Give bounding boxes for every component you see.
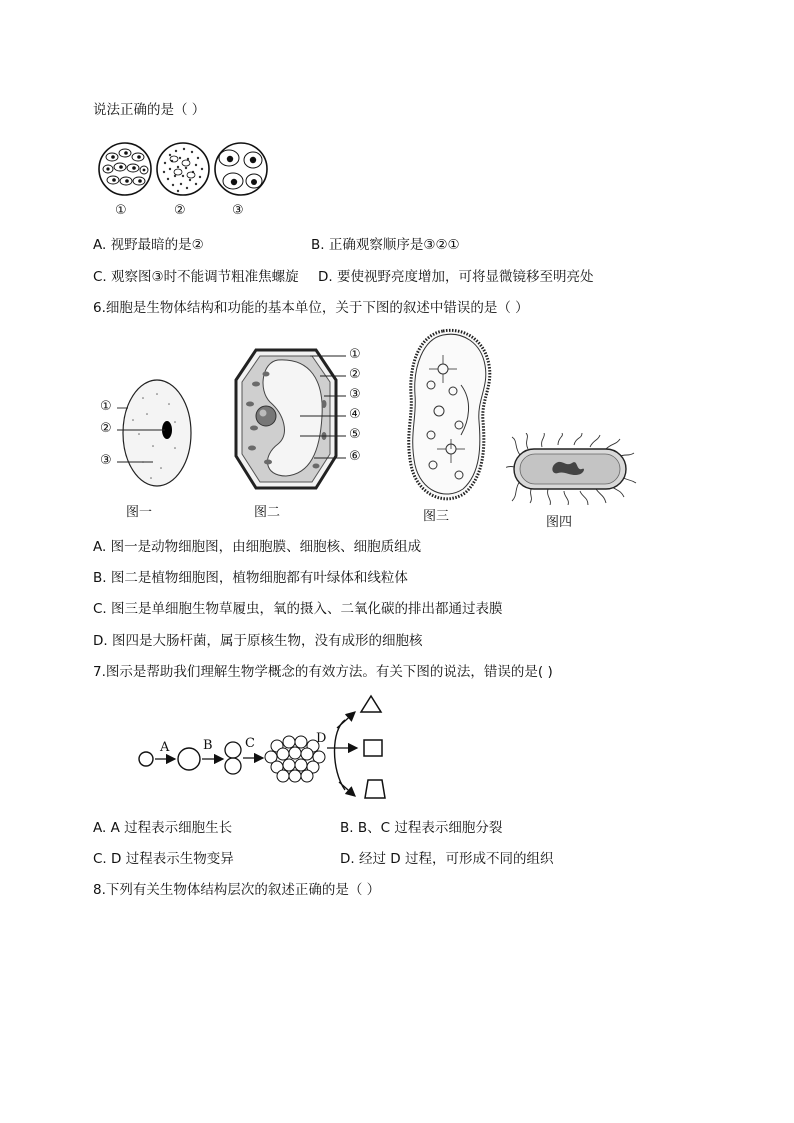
- view-3-icon: [215, 143, 267, 195]
- fig2-marker-3: ③: [349, 387, 361, 402]
- fig1-marker-3: ③: [100, 453, 112, 468]
- question-6-option-b: B. 图二是植物细胞图，植物细胞都有叶绿体和线粒体: [93, 570, 408, 586]
- fig1-marker-1: ①: [100, 399, 112, 414]
- question-5-option-c: C. 观察图③时不能调节粗准焦螺旋: [93, 269, 299, 285]
- question-7-option-a: A. A 过程表示细胞生长: [93, 820, 233, 836]
- question-5-stem: 说法正确的是（ ）: [93, 102, 206, 118]
- fig4-caption: 图四: [546, 515, 573, 530]
- fig2-marker-5: ⑤: [349, 427, 361, 442]
- fig3-caption: 图三: [423, 509, 450, 524]
- fig1-caption: 图一: [126, 505, 153, 520]
- view-label-1: ①: [115, 203, 127, 218]
- question-5-option-d: D. 要使视野亮度增加，可将显微镜移至明亮处: [318, 269, 594, 285]
- fig2-marker-6: ⑥: [349, 449, 361, 464]
- question-7-option-d: D. 经过 D 过程，可形成不同的组织: [340, 851, 554, 867]
- diagram-label-d: D: [316, 731, 327, 746]
- question-6-option-a: A. 图一是动物细胞图，由细胞膜、细胞核、细胞质组成: [93, 539, 422, 555]
- microscope-views-figure: [98, 139, 270, 201]
- question-7-option-c: C. D 过程表示生物变异: [93, 851, 234, 867]
- fig2-marker-2: ②: [349, 367, 361, 382]
- question-5-option-b: B. 正确观察顺序是③②①: [311, 237, 460, 253]
- figure-2-leader-lines: [300, 346, 352, 466]
- figure-4-bacterium: [506, 433, 638, 505]
- cell-process-diagram: [135, 690, 410, 805]
- fig2-marker-4: ④: [349, 407, 361, 422]
- question-6-option-c: C. 图三是单细胞生物草履虫，氧的摄入、二氧化碳的排出都通过表膜: [93, 601, 503, 617]
- figure-3-paramecium: [403, 325, 495, 505]
- question-7-option-b: B. B、C 过程表示细胞分裂: [340, 820, 503, 836]
- fig1-marker-2: ②: [100, 421, 112, 436]
- view-1-icon: [99, 143, 151, 195]
- view-2-icon: [157, 143, 209, 195]
- fig2-caption: 图二: [254, 505, 281, 520]
- fig2-marker-1: ①: [349, 347, 361, 362]
- diagram-label-a: A: [160, 740, 170, 755]
- view-label-2: ②: [174, 203, 186, 218]
- figure-1-animal-cell: [95, 374, 200, 499]
- diagram-label-c: C: [245, 736, 255, 751]
- view-label-3: ③: [232, 203, 244, 218]
- question-6-stem: 6.细胞是生物体结构和功能的基本单位，关于下图的叙述中错误的是（ ）: [93, 300, 529, 316]
- question-7-stem: 7.图示是帮助我们理解生物学概念的有效方法。有关下图的说法，错误的是( ): [93, 664, 553, 680]
- diagram-label-b: B: [203, 738, 213, 753]
- question-8-stem: 8.下列有关生物体结构层次的叙述正确的是（ ）: [93, 882, 381, 898]
- question-6-option-d: D. 图四是大肠杆菌，属于原核生物，没有成形的细胞核: [93, 633, 423, 649]
- question-5-option-a: A. 视野最暗的是②: [93, 237, 204, 253]
